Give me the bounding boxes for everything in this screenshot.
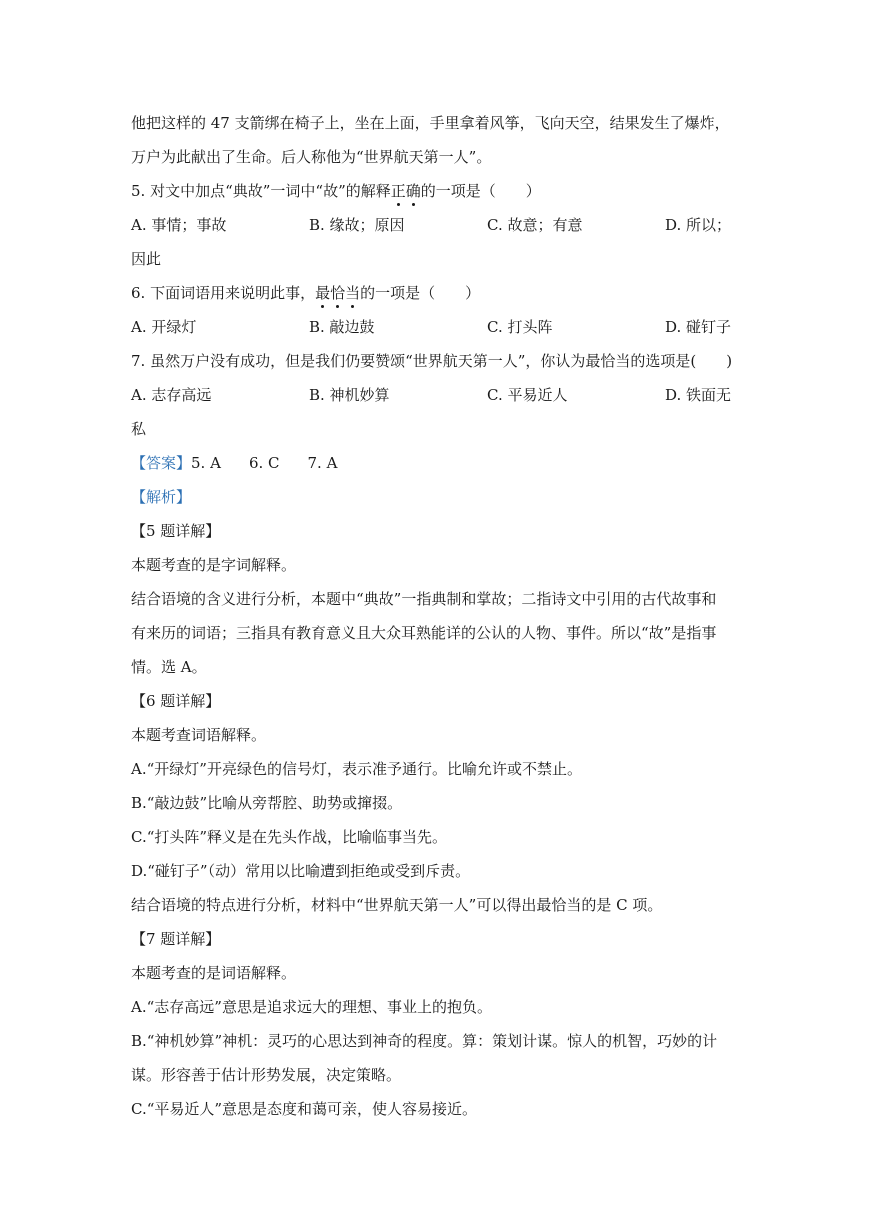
option-d: D. 所以；	[665, 216, 732, 234]
question-5-option-wrap: 因此	[131, 250, 162, 268]
question-6-text: 6. 下面词语用来说明此事，	[131, 284, 316, 302]
answer-line	[131, 446, 741, 480]
question-6-text-end: 的一项是（ ）	[360, 284, 481, 302]
explain-7-line: B.“神机妙算”神机：灵巧的心思达到神奇的程度。算：策划计谋。惊人的机智，巧妙的计	[131, 1032, 718, 1050]
option-b: B. 神机妙算	[309, 386, 390, 404]
question-5-text: 5. 对文中加点“典故”一词中“故”的解释	[131, 182, 391, 200]
option-b: B. 缘故；原因	[309, 216, 405, 234]
option-a: A. 开绿灯	[131, 318, 197, 336]
emphasis-dot-char: 确	[406, 174, 421, 208]
question-5-text-end: 的一项是（ ）	[420, 182, 541, 200]
answer-5: 5. A	[191, 454, 221, 472]
question-5-stem	[131, 174, 741, 208]
option-d: D. 碰钉子	[665, 318, 732, 336]
question-7-option-wrap: 私	[131, 420, 147, 438]
emphasis-dot-char: 最	[315, 276, 330, 310]
intro-line-1: 他把这样的 47 支箭绑在椅子上，坐在上面，手里拿着风筝，飞向天空，结果发生了爆炸，	[131, 114, 730, 132]
explain-7-line: 本题考查的是词语解释。	[131, 964, 297, 982]
explain-6-line: D.“碰钉子”（动）常用以比喻遭到拒绝或受到斥责。	[131, 862, 471, 880]
explain-5-heading: 【5 题详解】	[131, 522, 221, 540]
explain-6-line: C.“打头阵”释义是在先头作战，比喻临事当先。	[131, 828, 448, 846]
option-c: C. 平易近人	[487, 386, 568, 404]
emphasis-dot-char: 恰	[330, 276, 345, 310]
option-b: B. 敲边鼓	[309, 318, 375, 336]
explain-5-line: 本题考查的是字词解释。	[131, 556, 297, 574]
explain-6-line: A.“开绿灯”开亮绿色的信号灯，表示准予通行。比喻允许或不禁止。	[131, 760, 582, 778]
intro-line-2: 万户为此献出了生命。后人称他为“世界航天第一人”。	[131, 148, 492, 166]
option-d: D. 铁面无	[665, 386, 732, 404]
answer-label: 【答案】	[131, 454, 192, 472]
explain-5-line: 有来历的词语；三指具有教育意义且大众耳熟能详的公认的人物、事件。所以“故”是指事	[131, 624, 717, 642]
answer-7: 7. A	[307, 454, 338, 472]
explain-6-heading: 【6 题详解】	[131, 692, 221, 710]
emphasis-dot-char: 当	[345, 276, 360, 310]
document-page	[131, 106, 741, 1126]
answer-6: 6. C	[248, 454, 280, 472]
question-6-options	[131, 310, 741, 344]
question-5-options	[131, 208, 741, 242]
option-a: A. 事情；事故	[131, 216, 227, 234]
explain-7-line: 谋。形容善于估计形势发展，决定策略。	[131, 1066, 402, 1084]
analysis-label: 【解析】	[131, 488, 192, 506]
question-6-stem	[131, 276, 741, 310]
explain-6-line: B.“敲边鼓”比喻从旁帮腔、助势或撺掇。	[131, 794, 403, 812]
option-c: C. 故意；有意	[487, 216, 583, 234]
explain-7-heading: 【7 题详解】	[131, 930, 221, 948]
explain-6-line: 本题考查词语解释。	[131, 726, 267, 744]
explain-7-line: A.“志存高远”意思是追求远大的理想、事业上的抱负。	[131, 998, 492, 1016]
explain-7-line: C.“平易近人”意思是态度和蔼可亲，使人容易接近。	[131, 1100, 478, 1118]
option-c: C. 打头阵	[487, 318, 553, 336]
explain-5-line: 情。选 A。	[131, 658, 207, 676]
question-7-stem: 7. 虽然万户没有成功，但是我们仍要赞颂“世界航天第一人”，你认为最恰当的选项是( )	[131, 352, 733, 370]
explain-6-line: 结合语境的特点进行分析，材料中“世界航天第一人”可以得出最恰当的是 C 项。	[131, 896, 663, 914]
explain-5-line: 结合语境的含义进行分析，本题中“典故”一指典制和掌故；二指诗文中引用的古代故事和	[131, 590, 717, 608]
option-a: A. 志存高远	[131, 386, 212, 404]
question-7-options	[131, 378, 741, 412]
emphasis-dot-char: 正	[391, 174, 406, 208]
